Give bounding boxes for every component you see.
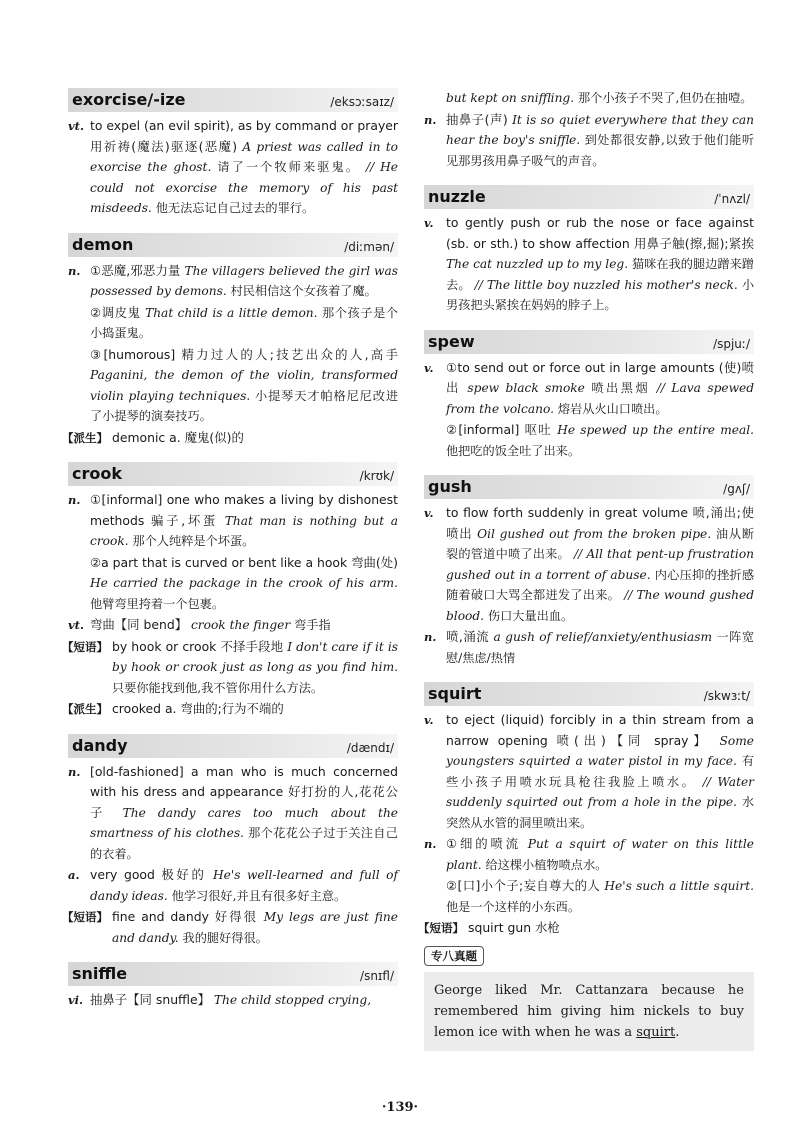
definition: ①[informal] one who makes a living by dishonest methods 骗子,坏蛋 (90, 492, 398, 528)
example: but kept on sniffling. (446, 91, 575, 105)
entry-demon (62, 233, 399, 449)
sense (424, 834, 754, 875)
exam-end: . (675, 1024, 680, 1040)
example: The child stopped crying, (213, 993, 372, 1007)
headword: crook (72, 464, 122, 483)
example: That man is nothing but a crook. (90, 513, 399, 548)
derivation-text: demonic a. 魔鬼(似)的 (112, 429, 244, 445)
pronunciation: /eksɔːsaɪz/ (330, 95, 394, 109)
sense (424, 358, 754, 420)
entry-crook (62, 462, 399, 720)
phrase (418, 918, 754, 939)
headword-bar (424, 185, 754, 209)
example: I don't care if it is by hook or crook just as long as you find him. (112, 639, 398, 674)
example: That child is a little demon. (145, 305, 318, 320)
definition: ①to send out or force out in large amounts (使)喷出 (446, 359, 754, 395)
example: He's such a little squirt. (604, 879, 755, 893)
headword-bar (68, 962, 398, 986)
sense (424, 213, 754, 316)
phrase-text: squirt gun 水枪 (468, 920, 560, 935)
phrase-text: by hook or crook 不择手段地 (112, 638, 284, 654)
sense (424, 710, 754, 833)
definition: to eject (liquid) forcibly in a thin stream from a narrow opening 喷(出)【同 spray】 (446, 712, 754, 748)
example: He's well-learned and full of dandy ideas. (90, 868, 399, 903)
left-column (62, 88, 399, 1025)
headword-bar (424, 682, 754, 706)
translation: 小男孩把头紧挨在妈妈的脖子上。 (446, 277, 754, 312)
example: // Lava spewed from the volcano. (446, 381, 755, 416)
headword-bar (424, 475, 754, 499)
sense (68, 116, 398, 219)
translation: 到处都很安静,以致于他们能听见那男孩用鼻子吸气的声音。 (446, 133, 755, 168)
entry-sniffle (68, 962, 398, 1011)
definition: ②调皮鬼 (90, 304, 141, 320)
example: It is so quiet everywhere that they can hear the boy's sniffle. (446, 112, 755, 147)
pronunciation: /dændɪ/ (346, 740, 394, 755)
translation: 他学习很好,并且有很多好主意。 (171, 888, 347, 903)
headword-bar (68, 462, 398, 486)
exam-text: George liked Mr. Cattanzara because he remembered him giving him nickels to buy lemon ice with when he was a (434, 982, 744, 1040)
headword: sniffle (72, 964, 128, 983)
translation: 猫咪在我的腿边蹭来蹭去。 (446, 257, 754, 292)
headword: exorcise/-ize (72, 90, 186, 109)
headword: spew (428, 331, 475, 351)
entry-dandy (62, 734, 399, 949)
sub-sense (68, 553, 398, 615)
translation: 喷出黑烟 (591, 381, 651, 395)
pronunciation: /diːmən/ (344, 239, 394, 254)
headword-bar (68, 734, 398, 758)
sense (68, 261, 398, 302)
example: Put a squirt of water on this little plant. (446, 837, 755, 872)
definition: ①恶魔,邪恶力量 (90, 262, 181, 278)
definition: [old-fashioned] a man who is much concerned with his dress and appearance 好打扮的人,花花公子 (90, 763, 398, 820)
pronunciation: /gʌʃ/ (723, 482, 750, 496)
pronunciation: /ˈnʌzl/ (714, 192, 750, 206)
entry-sniffle-continued (424, 88, 754, 171)
right-column (418, 88, 755, 1065)
example: // The wound gushed blood. (446, 588, 755, 623)
exam-label: 专八真题 (424, 946, 484, 966)
sense (68, 865, 398, 906)
definition: ①细的喷流 (446, 836, 522, 851)
part-of-speech: n. (424, 112, 437, 127)
sense (68, 762, 398, 865)
example: crook the finger (190, 618, 291, 632)
headword: squirt (428, 684, 482, 703)
translation: 村民相信这个女孩着了魔。 (230, 284, 377, 298)
continued-example (424, 88, 754, 109)
sense (68, 615, 398, 636)
translation: 他臂弯里挎着一个包裹。 (90, 596, 225, 611)
phrase-tag: 【短语】 (62, 639, 108, 654)
part-of-speech: n. (424, 630, 437, 644)
part-of-speech: vt. (68, 119, 84, 133)
definition: ②[informal] 呕吐 (446, 422, 552, 437)
definition: 抽鼻子【同 snuffle】 (90, 992, 211, 1007)
phrase (62, 637, 398, 699)
translation: 熔岩从火山口喷出。 (557, 401, 668, 416)
example: spew black smoke (467, 381, 585, 395)
part-of-speech: n. (424, 837, 437, 851)
translation: 只要你能找到他,我不管你用什么方法。 (112, 680, 324, 695)
part-of-speech: v. (424, 360, 434, 375)
part-of-speech: v. (424, 506, 434, 520)
sub-sense (424, 420, 754, 461)
derivation (62, 699, 398, 720)
page-number: ·139· (381, 1100, 419, 1115)
example: The villagers believed the girl was possessed by demons. (90, 263, 398, 298)
example: // The little boy nuzzled his mother's neck. (474, 277, 738, 292)
headword: nuzzle (428, 187, 486, 206)
definition: to gently push or rub the nose or face against (sb. or sth.) to show affection 用鼻子触(擦,掘);紧挨 (446, 215, 754, 251)
part-of-speech: a. (68, 868, 80, 882)
example: // All that pent-up frustration gushed out in a torrent of abuse. (446, 547, 755, 582)
translation: 油从断裂的管道中喷了出来。 (446, 526, 755, 561)
translation: 请了一个牧师来驱鬼。 (217, 160, 361, 174)
translation: 我的腿好得很。 (182, 930, 268, 945)
exam-question-box (424, 945, 754, 1051)
exam-underlined-word: squirt (636, 1024, 676, 1040)
pronunciation: /spjuː/ (713, 336, 750, 351)
derivation (62, 428, 398, 449)
translation: 水突然从水管的洞里喷出来。 (446, 795, 754, 830)
entry-squirt (418, 682, 755, 1051)
sense (424, 627, 754, 668)
translation: 他是一个这样的小东西。 (446, 899, 581, 914)
example: // Water suddenly squirted out from a hole in the pipe. (446, 774, 755, 809)
translation: 内心压抑的挫折感随着破口大骂全都迸发了出来。 (446, 567, 755, 602)
derivation-tag: 【派生】 (62, 702, 108, 716)
definition: very good 极好的 (90, 867, 207, 882)
example: He carried the package in the crook of his arm. (90, 576, 398, 590)
definition: 抽鼻子(声) (446, 111, 508, 127)
example: Some youngsters squirted a water pistol in my face. (446, 733, 754, 768)
translation: 那个花花公子过于关注自己的衣着。 (90, 826, 398, 861)
part-of-speech: v. (424, 713, 434, 727)
exam-sentence (424, 972, 754, 1051)
phrase-tag: 【短语】 (418, 921, 464, 935)
example: He spewed up the entire meal. (557, 423, 755, 437)
sub-sense (68, 345, 398, 427)
sense (424, 110, 754, 172)
part-of-speech: n. (68, 263, 81, 278)
headword-bar (68, 88, 398, 112)
example: a gush of relief/anxiety/enthusiasm (493, 630, 713, 644)
part-of-speech: n. (68, 493, 81, 507)
derivation-text: crooked a. 弯曲的;行为不端的 (112, 701, 284, 716)
entry-gush (424, 475, 754, 668)
example: The cat nuzzled up to my leg. (446, 257, 629, 271)
entry-spew (424, 330, 754, 462)
translation: 伤口大量出血。 (487, 608, 574, 623)
pronunciation: /skwɜːt/ (703, 689, 750, 703)
translation: 那个小孩子不哭了,但仍在抽噎。 (577, 91, 753, 105)
definition: ②[口]小个子;妄自尊大的人 (446, 878, 601, 893)
phrase-tag: 【短语】 (62, 910, 108, 924)
headword: demon (72, 234, 134, 254)
translation: 他无法忘记自己过去的罪行。 (155, 201, 315, 215)
part-of-speech: vt. (68, 618, 84, 632)
derivation-tag: 【派生】 (62, 430, 108, 445)
entry-nuzzle (424, 185, 754, 316)
sense (68, 490, 398, 552)
sub-sense (424, 876, 754, 917)
definition: to flow forth suddenly in great volume 喷,涌出;使喷出 (446, 505, 754, 541)
headword: dandy (72, 735, 128, 755)
example: A priest was called in to exorcise the ghost. (90, 139, 398, 174)
phrase (62, 907, 398, 948)
translation: 那个孩子是个小捣蛋鬼。 (90, 305, 399, 340)
translation: 弯手指 (294, 618, 331, 632)
part-of-speech: n. (68, 764, 81, 779)
headword-bar (68, 233, 398, 257)
translation: 有些小孩子用喷水玩具枪往我脸上喷水。 (446, 754, 754, 789)
translation: 给这棵小植物喷点水。 (485, 857, 608, 872)
translation: 小提琴天才帕格尼尼改进了小提琴的演奏技巧。 (90, 388, 399, 423)
definition: 喷,涌流 (446, 629, 490, 644)
pronunciation: /snɪfl/ (360, 969, 394, 983)
example: Paganini, the demon of the violin, transformed violin playing techniques. (90, 368, 398, 403)
definition: 弯曲【同 bend】 (90, 617, 188, 632)
definition: ②a part that is curved or bent like a hook 弯曲(处) (90, 554, 398, 570)
sense (68, 990, 398, 1011)
part-of-speech: vi. (68, 993, 84, 1007)
headword-bar (424, 330, 754, 354)
example: Oil gushed out from the broken pipe. (477, 526, 712, 541)
pronunciation: /krʊk/ (359, 469, 394, 483)
translation: 一阵宽慰/焦虑/热情 (446, 630, 755, 665)
part-of-speech: v. (424, 216, 434, 230)
sense (424, 503, 754, 626)
phrase-text: fine and dandy 好得很 (112, 909, 258, 924)
headword: gush (428, 477, 472, 496)
translation: 那个人纯粹是个坏蛋。 (132, 534, 255, 548)
example: // He could not exorcise the memory of his past misdeeds. (90, 160, 399, 215)
translation: 他把吃的饭全吐了出来。 (446, 443, 581, 458)
definition: to expel (an evil spirit), as by command or prayer 用祈祷(魔法)驱逐(恶魔) (90, 118, 398, 154)
sub-sense (68, 303, 398, 344)
entry-exorcise (68, 88, 398, 219)
example: My legs are just fine and dandy. (112, 910, 398, 945)
definition: ③[humorous] 精力过人的人;技艺出众的人,高手 (90, 346, 398, 362)
example: The dandy cares too much about the smartness of his clothes. (90, 805, 399, 840)
